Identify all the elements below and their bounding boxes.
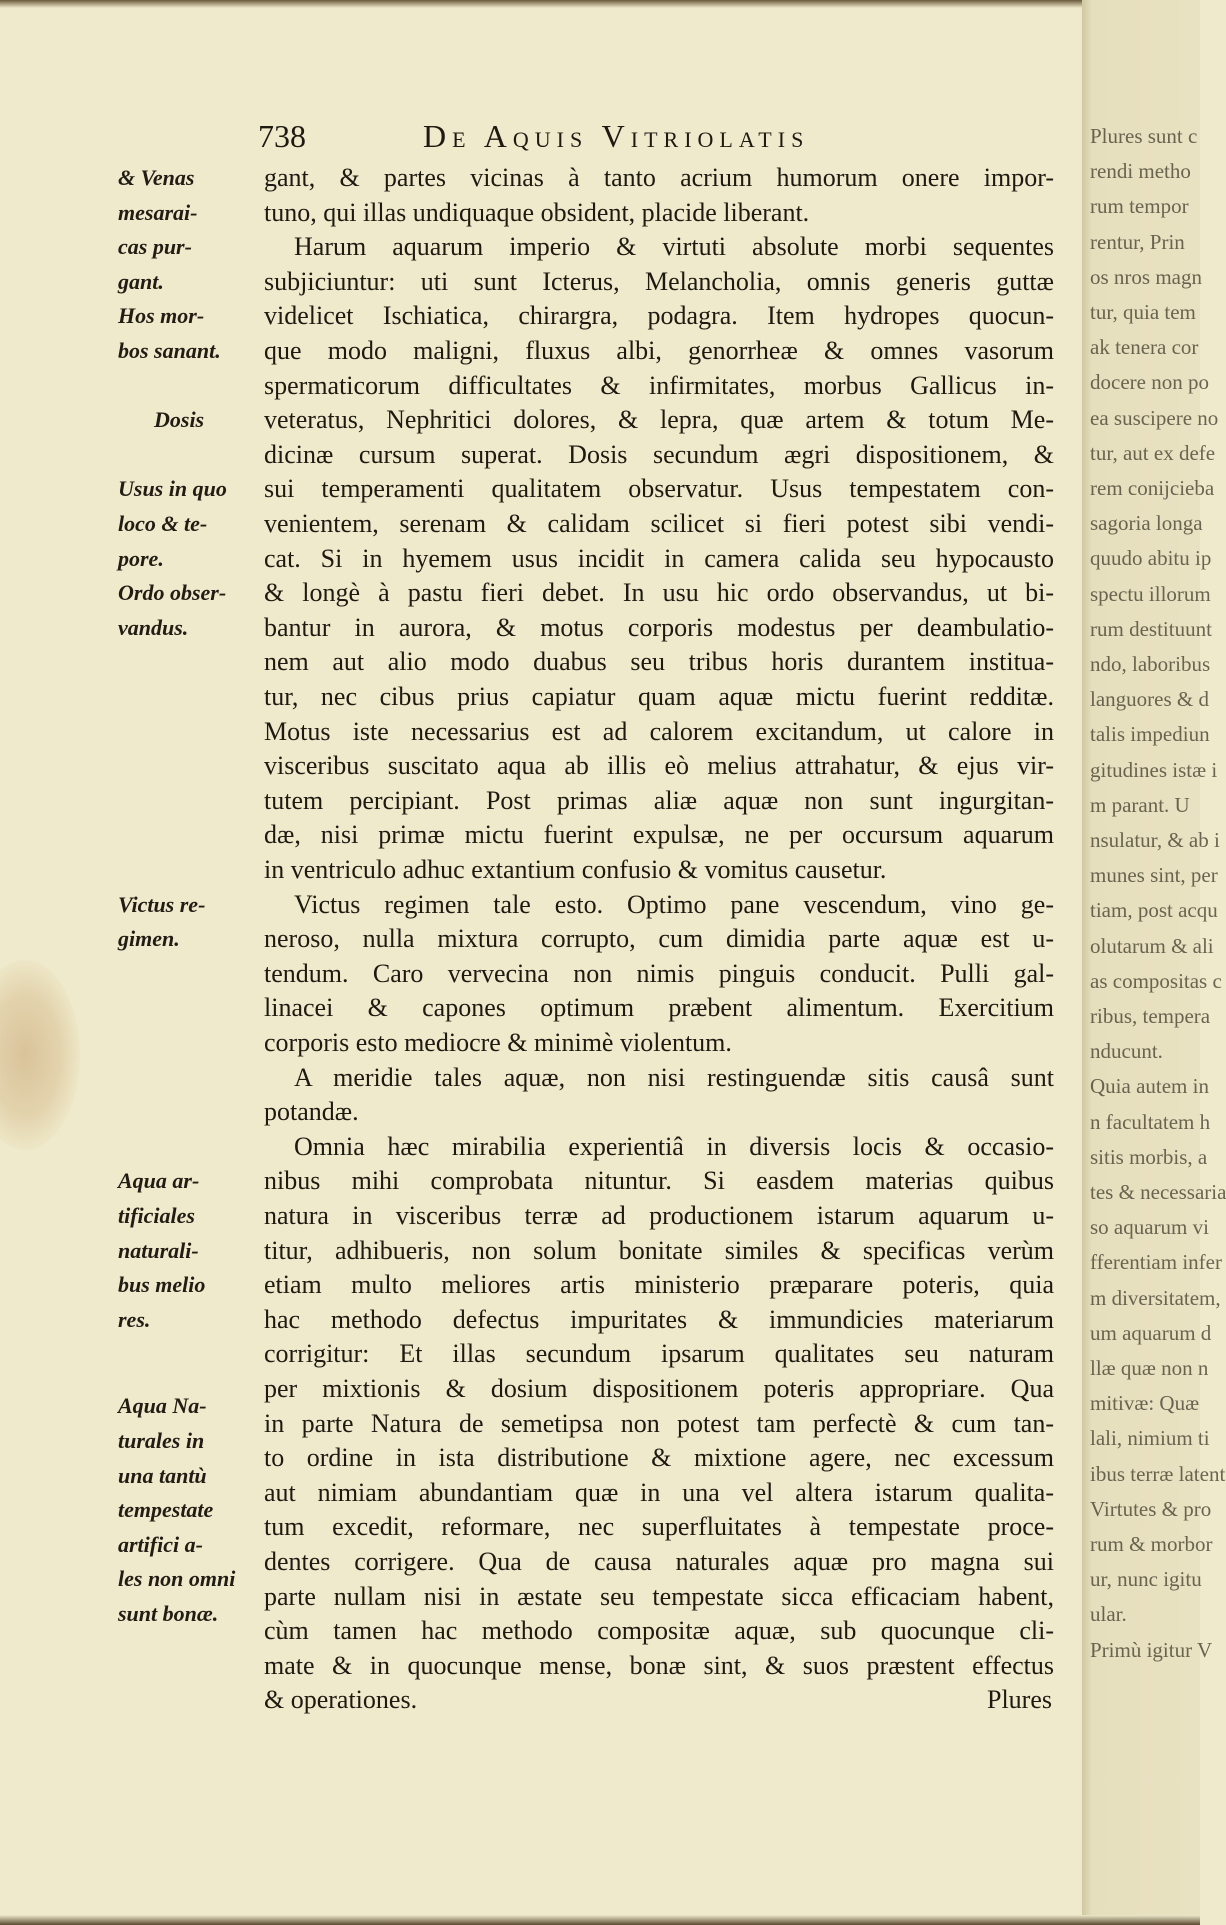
margin-note: les non omni bbox=[118, 1566, 236, 1592]
adjacent-page-line: llæ quæ non n bbox=[1090, 1356, 1209, 1380]
adjacent-page-line: ibus terræ latent bbox=[1090, 1461, 1226, 1486]
adjacent-page-line: n facultatem h bbox=[1090, 1109, 1211, 1134]
text-line: corrigitur: Et illas secundum ipsarum qualitates seu naturam bbox=[264, 1339, 1054, 1369]
adjacent-page-line: Virtutes & pro bbox=[1090, 1496, 1212, 1521]
text-line: Motus iste necessarius est ad calorem excitandum, ut calore in bbox=[264, 716, 1054, 746]
adjacent-page-line: rem conijcieba bbox=[1090, 476, 1215, 500]
margin-note: & Venas bbox=[118, 165, 195, 190]
margin-note: Aqua ar- bbox=[118, 1168, 200, 1194]
margin-note: Usus in quo bbox=[118, 476, 227, 502]
adjacent-page-line: rentur, Prin bbox=[1090, 229, 1185, 254]
margin-note: tificiales bbox=[118, 1203, 195, 1228]
text-line: A meridie tales aquæ, non nisi restinguendæ sitis causâ sunt bbox=[294, 1062, 1054, 1092]
margin-note: gimen. bbox=[118, 926, 180, 952]
adjacent-page-line: ular. bbox=[1090, 1602, 1127, 1627]
adjacent-page-line: spectu illorum bbox=[1090, 581, 1211, 606]
adjacent-page-line: Plures sunt c bbox=[1090, 124, 1198, 148]
text-line: tuno, qui illas undiquaque obsident, placide liberant. bbox=[264, 197, 810, 227]
margin-note: Dosis bbox=[154, 407, 205, 433]
text-line: natura in visceribus terræ ad productionem istarum aquarum u- bbox=[264, 1201, 1054, 1230]
text-line: hac methodo defectus impuritates & immundicies materiarum bbox=[264, 1304, 1054, 1334]
margin-note: mesarai- bbox=[118, 199, 198, 225]
margin-note: cas pur- bbox=[118, 234, 192, 260]
text-line: to ordine in ista distributione & mixtione agere, nec excessum bbox=[264, 1443, 1054, 1473]
adjacent-page-line: sitis morbis, a bbox=[1090, 1144, 1208, 1169]
text-line: neroso, nulla mixtura corrupto, cum dimidia parte aquæ est u- bbox=[264, 924, 1054, 954]
adjacent-page-line: m diversitatem, bbox=[1090, 1285, 1221, 1310]
text-line: tum excedit, reformare, nec superfluitates à tempestate proce- bbox=[264, 1512, 1054, 1542]
adjacent-page-line: ea suscipere no bbox=[1090, 405, 1219, 430]
page-number: 738 bbox=[258, 118, 306, 154]
adjacent-page-line: ur, nunc igitu bbox=[1090, 1567, 1202, 1592]
text-line: Victus regimen tale esto. Optimo pane vescendum, vino ge- bbox=[294, 889, 1054, 919]
adjacent-page-line: olutarum & ali bbox=[1090, 933, 1214, 958]
adjacent-page-line: languores & d bbox=[1090, 687, 1209, 712]
text-line: etiam multo meliores artis ministerio præparare poteris, quia bbox=[264, 1270, 1054, 1300]
text-line: tutem percipiant. Post primas aliæ aquæ non sunt ingurgitan- bbox=[264, 785, 1054, 815]
margin-note: loco & te- bbox=[118, 511, 208, 536]
adjacent-page-line: nsulatur, & ab i bbox=[1090, 828, 1220, 852]
text-line: Omnia hæc mirabilia experientiâ in diversis locis & occasio- bbox=[294, 1131, 1054, 1161]
text-line: & operationes. bbox=[264, 1685, 418, 1715]
text-line: nibus mihi comprobata nituntur. Si easdem materias quibus bbox=[264, 1166, 1054, 1196]
adjacent-page-line: docere non po bbox=[1090, 370, 1209, 395]
adjacent-page-line: tiam, post acqu bbox=[1090, 898, 1218, 923]
margin-note: Victus re- bbox=[118, 891, 206, 917]
text-line: potandæ. bbox=[264, 1097, 359, 1127]
page-header bbox=[258, 118, 1058, 158]
adjacent-page-line: talis impediun bbox=[1090, 722, 1210, 747]
adjacent-page-line: nducunt. bbox=[1090, 1039, 1163, 1064]
text-line: dæ, nisi primæ mictu fuerint expulsæ, ne per occursum aquarum bbox=[264, 820, 1054, 850]
adjacent-page-line: fferentiam infer bbox=[1090, 1250, 1222, 1275]
adjacent-page-line: quudo abitu ip bbox=[1090, 546, 1212, 571]
adjacent-page-line: ak tenera cor bbox=[1090, 335, 1199, 360]
adjacent-page-line: gitudines istæ i bbox=[1090, 757, 1218, 782]
adjacent-page-line: Quia autem in bbox=[1090, 1074, 1209, 1099]
text-line: subjiciuntur: uti sunt Icterus, Melancholia, omnis generis guttæ bbox=[264, 266, 1054, 296]
adjacent-page-line: um aquarum d bbox=[1090, 1320, 1212, 1345]
text-line: in parte Natura de semetipsa non potest tam perfectè & cum tan- bbox=[264, 1408, 1054, 1438]
text-line: cùm tamen hac methodo compositæ aquæ, sub quocunque cli- bbox=[264, 1616, 1054, 1646]
margin-note: Hos mor- bbox=[118, 303, 205, 329]
text-line: mate & in quocunque mense, bonæ sint, & suos præstent effectus bbox=[264, 1650, 1054, 1680]
margin-note: bus melio bbox=[118, 1272, 206, 1298]
text-line: linacei & capones optimum præbent alimentum. Exercitium bbox=[264, 993, 1054, 1023]
margin-note: res. bbox=[118, 1306, 151, 1332]
text-line: veteratus, Nephritici dolores, & lepra, quæ artem & totum Me- bbox=[264, 405, 1054, 435]
text-line: videlicet Ischiatica, chirargra, podagra. Item hydropes quocun- bbox=[264, 301, 1054, 331]
text-line: visceribus suscitato aqua ab illis eò melius attrahatur, & ejus vir- bbox=[264, 751, 1054, 781]
text-line: Harum aquarum imperio & virtuti absolute morbi sequentes bbox=[294, 232, 1054, 262]
text-line: titur, adhibueris, non solum bonitate similes & specificas verùm bbox=[264, 1235, 1054, 1265]
adjacent-page-line: rum tempor bbox=[1090, 194, 1189, 219]
text-line: tendum. Caro vervecina non nimis pinguis conducit. Pulli gal- bbox=[264, 958, 1054, 988]
text-line: dentes corrigere. Qua de causa naturales aquæ pro magna sui bbox=[264, 1547, 1054, 1576]
margin-note: pore. bbox=[118, 545, 164, 571]
adjacent-page-line: rum destituunt bbox=[1090, 616, 1212, 641]
margin-note: bos sanant. bbox=[118, 338, 221, 363]
text-line: per mixtionis & dosium dispositionem poteris appropriare. Qua bbox=[264, 1374, 1054, 1403]
margin-note: Ordo obser- bbox=[118, 580, 227, 606]
adjacent-page-line: ribus, tempera bbox=[1090, 1004, 1211, 1028]
margin-note: naturali- bbox=[118, 1237, 199, 1263]
margin-note: sunt bonæ. bbox=[118, 1600, 219, 1626]
text-line: aut nimiam abundantiam quæ in una vel altera istarum qualita- bbox=[264, 1477, 1054, 1507]
text-line: sui temperamenti qualitatem observatur. Usus tempestatem con- bbox=[264, 474, 1054, 504]
adjacent-page-fragment bbox=[1082, 0, 1226, 1925]
adjacent-page-line: ndo, laboribus bbox=[1090, 652, 1211, 676]
catchword: Plures bbox=[987, 1685, 1052, 1715]
adjacent-page-line: tes & necessaria bbox=[1090, 1180, 1226, 1204]
text-line: que modo maligni, fluxus albi, genorrheæ & omnes vasorum bbox=[264, 336, 1054, 365]
text-line: in ventriculo adhuc extantium confusio & vomitus causetur. bbox=[264, 855, 887, 884]
page-stain bbox=[0, 960, 80, 1150]
text-line: & longè à pastu fieri debet. In usu hic ordo observandus, ut bi- bbox=[264, 578, 1054, 608]
text-line: spermaticorum difficultates & infirmitates, morbus Gallicus in- bbox=[264, 370, 1054, 400]
adjacent-page-line: mitivæ: Quæ bbox=[1090, 1391, 1200, 1416]
margin-note: artifici a- bbox=[118, 1531, 203, 1557]
text-line: corporis esto mediocre & minimè violentum. bbox=[264, 1028, 732, 1057]
adjacent-page-line: sagoria longa bbox=[1090, 511, 1203, 536]
adjacent-page-line: tur, aut ex defe bbox=[1090, 440, 1216, 465]
adjacent-page-line: lali, nimium ti bbox=[1090, 1426, 1210, 1451]
adjacent-page-line: so aquarum vi bbox=[1090, 1215, 1209, 1240]
margin-note: turales in bbox=[118, 1427, 205, 1453]
adjacent-page-line: munes sint, per bbox=[1090, 863, 1218, 888]
margin-note: Aqua Na- bbox=[118, 1393, 207, 1419]
text-line: dicinæ cursum superat. Dosis secundum ægri dispositionem, & bbox=[264, 439, 1054, 469]
page-top-edge bbox=[0, 0, 1200, 8]
text-line: nem aut alio modo duabus seu tribus horis durantem institua- bbox=[264, 647, 1054, 677]
margin-note: tempestate bbox=[118, 1497, 214, 1523]
text-line: venientem, serenam & calidam scilicet si fieri potest sibi vendi- bbox=[264, 509, 1054, 538]
running-title: De Aquis Vitriolatis bbox=[423, 118, 810, 154]
margin-note: gant. bbox=[118, 268, 164, 294]
page-bottom-edge bbox=[0, 1915, 1200, 1925]
adjacent-page-line: rum & morbor bbox=[1090, 1532, 1213, 1556]
text-line: gant, & partes vicinas à tanto acrium humorum onere impor- bbox=[264, 163, 1054, 192]
adjacent-page-line: tur, quia tem bbox=[1090, 300, 1196, 324]
adjacent-page-line: m parant. U bbox=[1090, 792, 1190, 817]
adjacent-page-line: rendi metho bbox=[1090, 159, 1191, 184]
margin-note: vandus. bbox=[118, 614, 189, 640]
adjacent-page-line: Primù igitur V bbox=[1090, 1637, 1213, 1662]
adjacent-page-line: as compositas c bbox=[1090, 968, 1222, 993]
margin-note: una tantù bbox=[118, 1462, 207, 1488]
adjacent-page-line: os nros magn bbox=[1090, 264, 1202, 289]
text-line: cat. Si in hyemem usus incidit in camera calida seu hypocausto bbox=[264, 543, 1054, 573]
text-line: parte nullam nisi in æstate seu tempestate sicca efficaciam habent, bbox=[264, 1581, 1054, 1611]
text-line: tur, nec cibus prius capiatur quam aquæ mictu fuerint redditæ. bbox=[264, 682, 1054, 711]
text-line: bantur in aurora, & motus corporis modestus per deambulatio- bbox=[264, 612, 1054, 642]
